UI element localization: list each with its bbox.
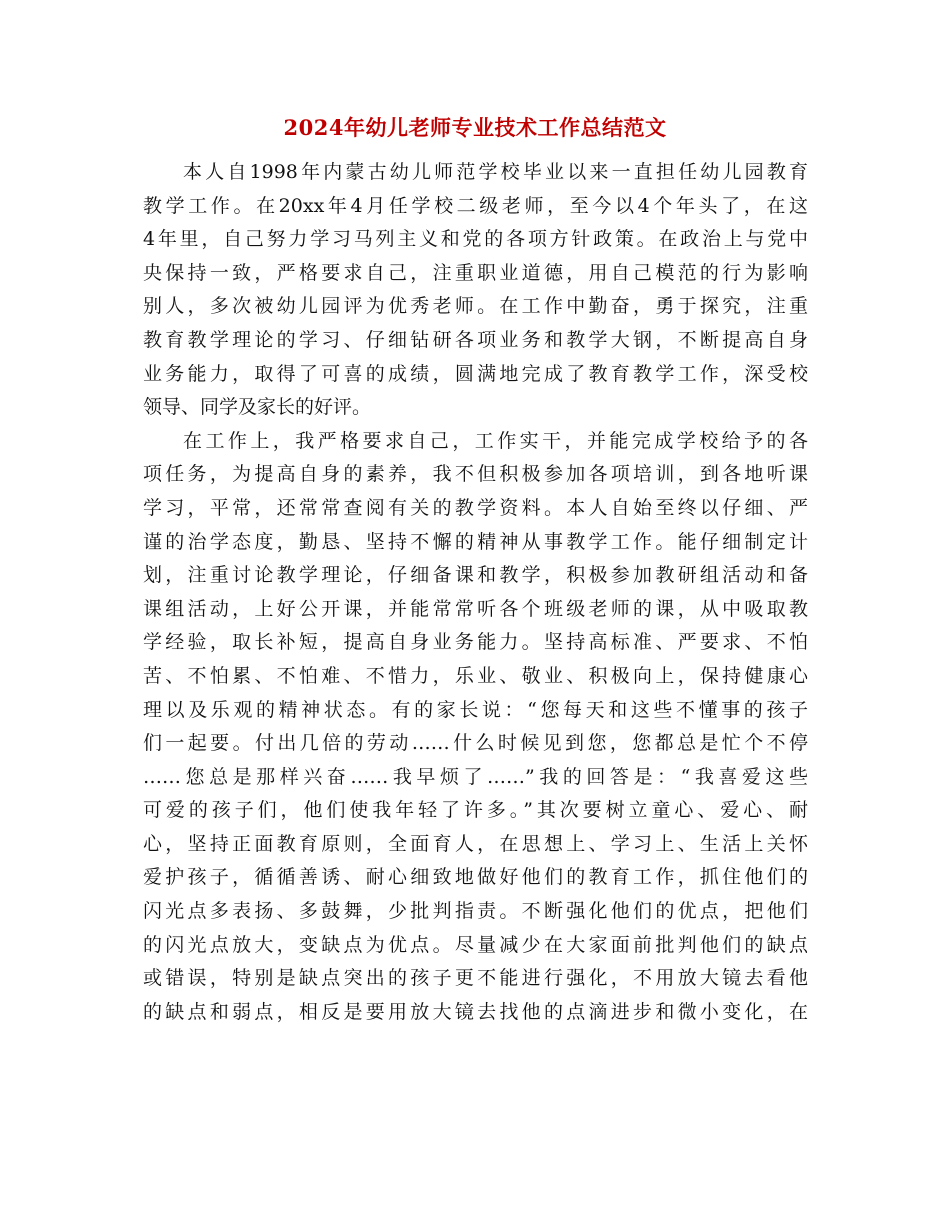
text-line: 可爱的孩子们，他们使我年轻了许多。”其次要树立童心、爱心、耐 [143, 799, 808, 822]
paragraph-2 [143, 425, 808, 1030]
text-line: 学经验，取长补短，提高自身业务能力。坚持高标准、严要求、不怕 [143, 631, 808, 654]
text-line: 爱护孩子，循循善诱、耐心细致地做好他们的教育工作，抓住他们的 [143, 866, 808, 889]
text-line: 心，坚持正面教育原则，全面育人，在思想上、学习上、生活上关怀 [143, 832, 808, 855]
text-line: 央保持一致，严格要求自己，注重职业道德，用自己模范的行为影响 [143, 261, 808, 284]
text-line: 项任务，为提高自身的素养，我不但积极参加各项培训，到各地听课 [143, 463, 808, 486]
text-line: 苦、不怕累、不怕难、不惜力，乐业、敬业、积极向上，保持健康心 [143, 664, 808, 687]
text-line: 们一起要。付出几倍的劳动……什么时候见到您，您都总是忙个不停 [143, 732, 808, 755]
text-line: 在工作上，我严格要求自己，工作实干，并能完成学校给予的各 [183, 429, 808, 452]
paragraph-1 [143, 156, 808, 425]
text-line: 业务能力，取得了可喜的成绩，圆满地完成了教育教学工作，深受校 [143, 362, 808, 385]
text-line: 领导、同学及家长的好评。 [143, 396, 372, 419]
text-line: 4年里，自己努力学习马列主义和党的各项方针政策。在政治上与党中 [143, 228, 808, 251]
text-line: 教学工作。在20xx年4月任学校二级老师，至今以4个年头了，在这 [143, 194, 808, 217]
text-line: 教育教学理论的学习、仔细钻研各项业务和教学大钢，不断提高自身 [143, 328, 808, 351]
text-line: 闪光点多表扬、多鼓舞，少批判指责。不断强化他们的优点，把他们 [143, 900, 808, 923]
text-line: 划，注重讨论教学理论，仔细备课和教学，积极参加教研组活动和备 [143, 564, 808, 587]
text-line: 本人自1998年内蒙古幼儿师范学校毕业以来一直担任幼儿园教育 [183, 161, 808, 183]
text-line: ……您总是那样兴奋……我早烦了……”我的回答是：“我喜爱这些 [143, 765, 808, 788]
text-line: 别人，多次被幼儿园评为优秀老师。在工作中勤奋，勇于探究，注重 [143, 295, 808, 318]
text-line: 或错误，特别是缺点突出的孩子更不能进行强化，不用放大镜去看他 [143, 967, 808, 990]
document-body [143, 156, 808, 1029]
text-line: 学习，平常，还常常查阅有关的教学资料。本人自始至终以仔细、严 [143, 496, 808, 519]
document-title: 2024年幼儿老师专业技术工作总结范文 [283, 115, 667, 140]
text-line: 课组活动，上好公开课，并能常常听各个班级老师的课，从中吸取教 [143, 597, 808, 620]
text-line: 谨的治学态度，勤恳、坚持不懈的精神从事教学工作。能仔细制定计 [143, 530, 808, 553]
text-line: 的缺点和弱点，相反是要用放大镜去找他的点滴进步和微小变化，在 [143, 1000, 808, 1023]
text-line: 理以及乐观的精神状态。有的家长说：“您每天和这些不懂事的孩子 [143, 698, 808, 721]
text-line: 的闪光点放大，变缺点为优点。尽量减少在大家面前批判他们的缺点 [143, 933, 808, 956]
